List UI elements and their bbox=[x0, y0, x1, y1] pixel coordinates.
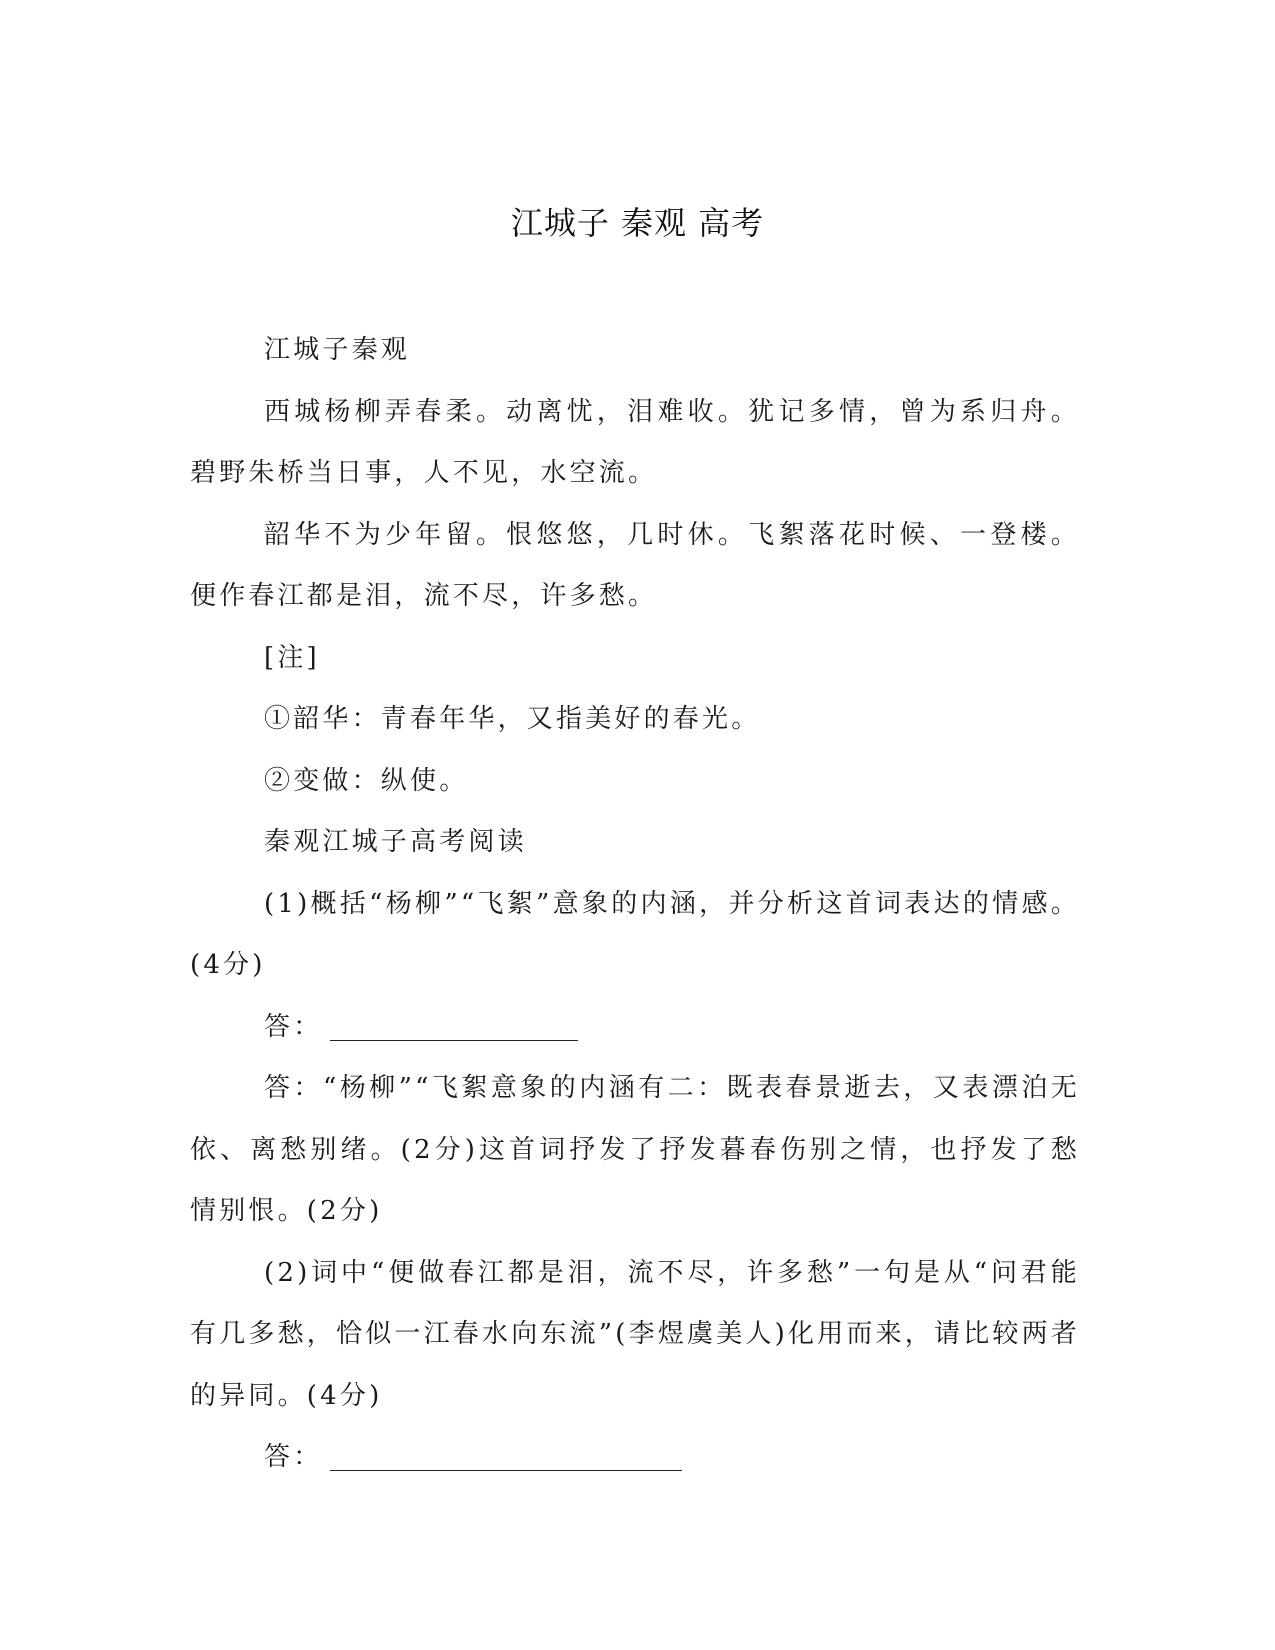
question-2: (2)词中“便做春江都是泪，流不尽，许多愁”一句是从“问君能有几多愁，恰似一江春水向东流”(李煜虞美人)化用而来，请比较两者的异同。(4分) bbox=[190, 1257, 1080, 1411]
note-2: ②变做：纵使。 bbox=[264, 765, 469, 796]
question-1: (1)概括“杨柳”“飞絮”意象的内涵，并分析这首词表达的情感。(4分) bbox=[190, 888, 1080, 980]
answer-line-2 bbox=[190, 1427, 1080, 1489]
answer-blank-2[interactable] bbox=[330, 1430, 682, 1471]
answer-prompt-1: 答： bbox=[264, 1011, 323, 1042]
page-title: 江城子 秦观 高考 bbox=[510, 204, 765, 242]
notes-label: [注] bbox=[264, 642, 320, 673]
poem-stanza-2: 韶华不为少年留。恨悠悠，几时休。飞絮落花时候、一登楼。便作春江都是泪，流不尽，许多愁。 bbox=[190, 519, 1080, 611]
section-heading: 秦观江城子高考阅读 bbox=[264, 827, 527, 857]
poem-stanza-1: 西城杨柳弄春柔。动离忧，泪难收。犹记多情，曾为系归舟。碧野朱桥当日事，人不见，水空流。 bbox=[190, 396, 1080, 488]
poem-heading: 江城子秦观 bbox=[264, 335, 411, 365]
answer-line-1 bbox=[190, 997, 1080, 1059]
answer-prompt-2: 答： bbox=[264, 1442, 323, 1472]
answer-blank-1[interactable] bbox=[330, 1000, 578, 1041]
answer-1: 答：“杨柳”“飞絮意象的内涵有二：既表春景逝去，又表漂泊无依、离愁别绪。(2分)这首词抒发了抒发暮春伤别之情，也抒发了愁情别恨。(2分) bbox=[190, 1073, 1080, 1226]
document-body bbox=[190, 320, 1080, 1489]
note-1: ①韶华：青春年华，又指美好的春光。 bbox=[264, 704, 761, 734]
